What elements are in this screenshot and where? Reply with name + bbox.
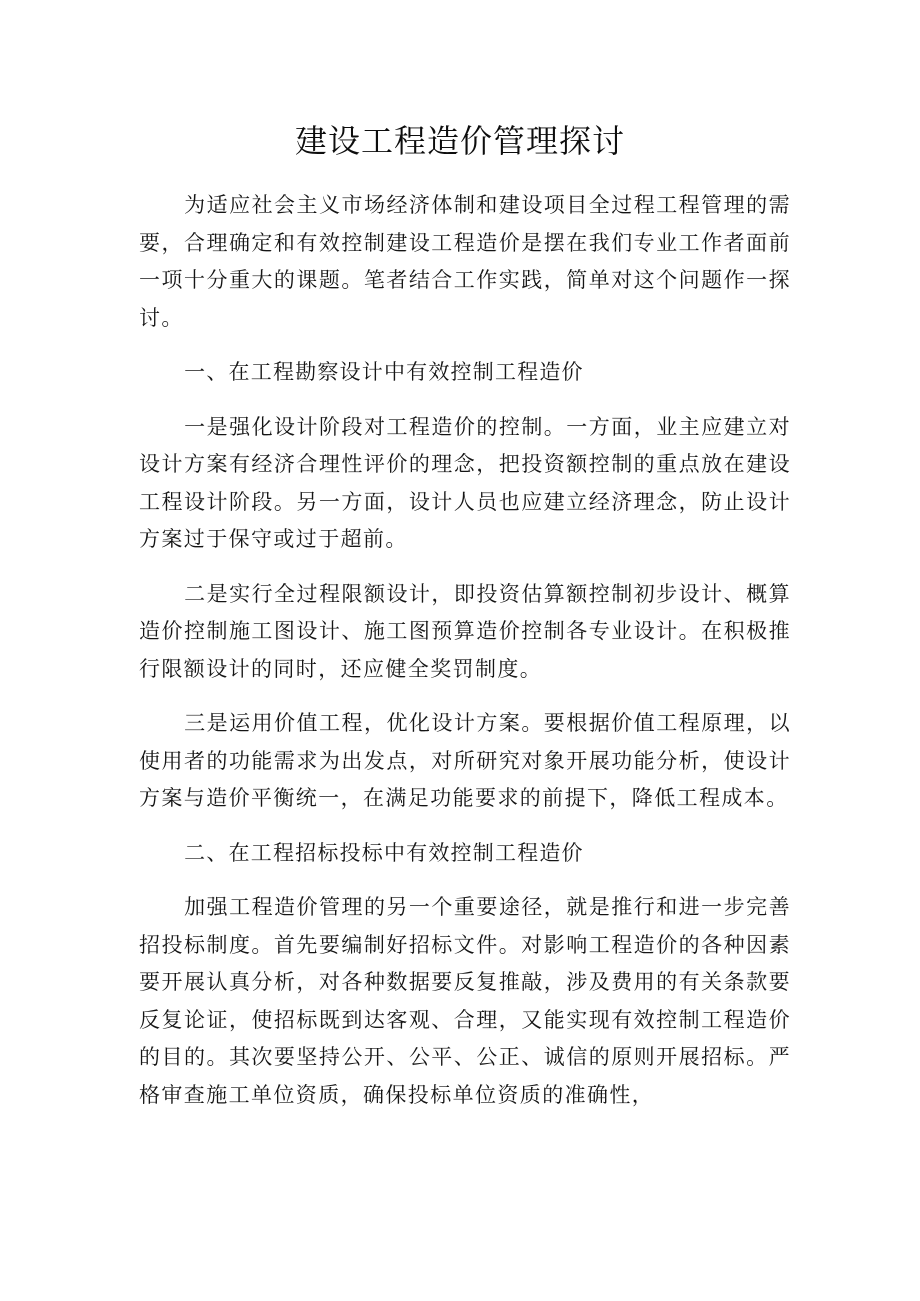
document-body bbox=[139, 187, 791, 1131]
design-control-paragraph: 一是强化设计阶段对工程造价的控制。一方面，业主应建立对设计方案有经济合理性评价的理念，把投资额控制的重点放在建设工程设计阶段。另一方面，设计人员也应建立经济理念，防止设计方案过于保守或过于超前。 bbox=[139, 414, 791, 551]
quota-design-paragraph: 二是实行全过程限额设计，即投资估算额控制初步设计、概算造价控制施工图设计、施工图预算造价控制各专业设计。在积极推行限额设计的同时，还应健全奖罚制度。 bbox=[139, 581, 791, 681]
value-engineering-paragraph: 三是运用价值工程，优化设计方案。要根据价值工程原理，以使用者的功能需求为出发点，对所研究对象开展功能分析，使设计方案与造价平衡统一，在满足功能要求的前提下，降低工程成本。 bbox=[139, 711, 791, 810]
intro-paragraph: 为适应社会主义市场经济体制和建设项目全过程工程管理的需要，合理确定和有效控制建设工程造价是摆在我们专业工作者面前一项十分重大的课题。笔者结合工作实践，简单对这个问题作一探讨。 bbox=[139, 193, 791, 330]
bidding-paragraph: 加强工程造价管理的另一个重要途径，就是推行和进一步完善招投标制度。首先要编制好招标文件。对影响工程造价的各种因素要开展认真分析，对各种数据要反复推敲，涉及费用的有关条款要反复论证，使招标既到达客观、合理，又能实现有效控制工程造价的目的。其次要坚持公开、公平、公正、诚信的原则开展招标。严格审查施工单位资质，确保投标单位资质的准确性， bbox=[139, 895, 791, 1107]
document-title: 建设工程造价管理探讨 bbox=[294, 122, 625, 160]
section-heading-1: 一、在工程勘察设计中有效控制工程造价 bbox=[184, 360, 584, 384]
section-heading-2: 二、在工程招标投标中有效控制工程造价 bbox=[184, 840, 584, 865]
